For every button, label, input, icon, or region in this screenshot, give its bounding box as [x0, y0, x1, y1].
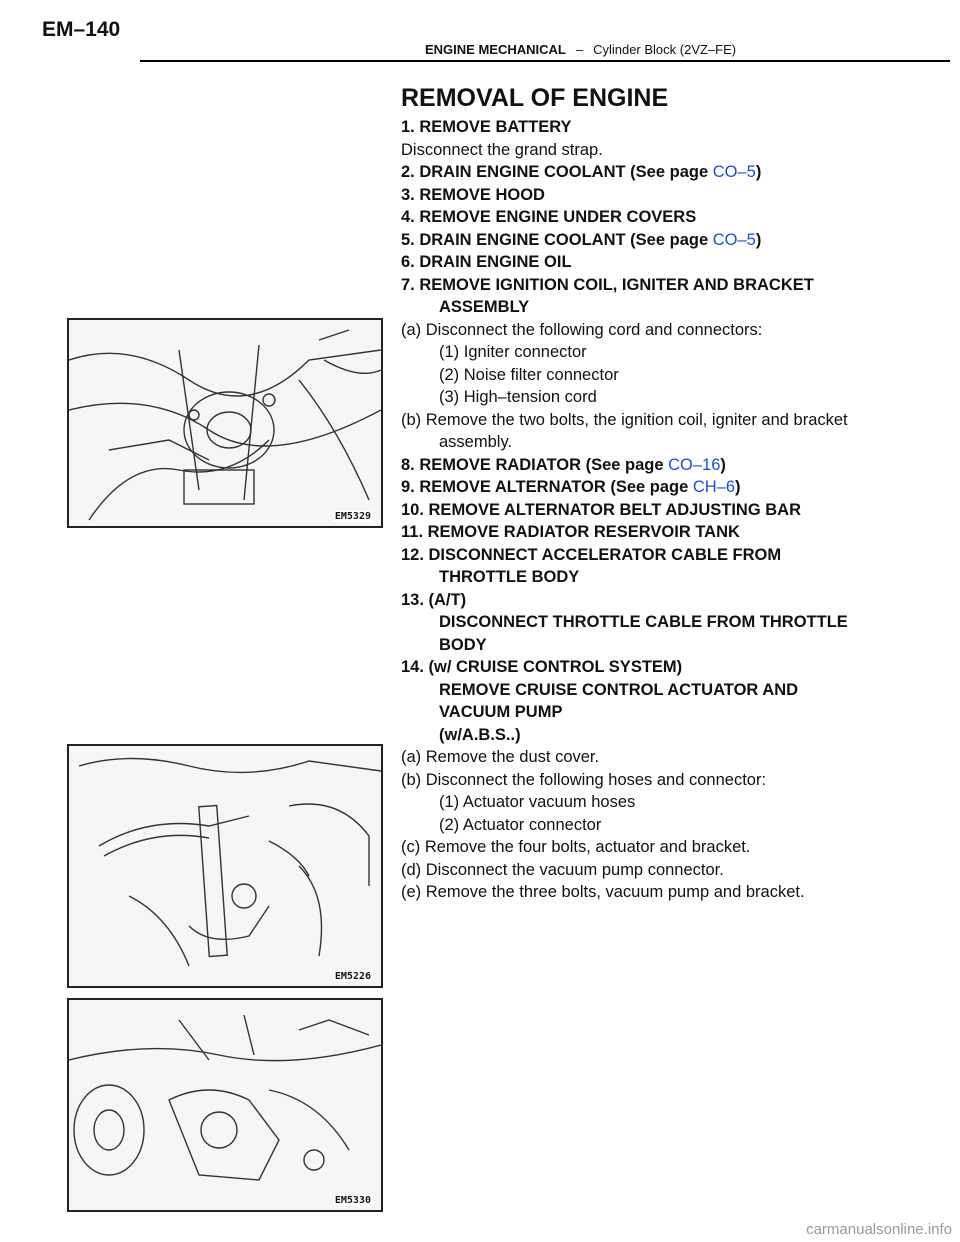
- procedure-line: [401, 656, 941, 679]
- page-reference-link[interactable]: CO–5: [712, 230, 756, 249]
- procedure-line: [401, 769, 941, 792]
- line-text: 9. REMOVE ALTERNATOR (See page: [401, 478, 693, 496]
- figure-label: EM5226: [334, 971, 371, 982]
- figure-ignition-coil: [67, 318, 383, 528]
- procedure-text: [401, 116, 941, 904]
- line-text: THROTTLE BODY: [439, 568, 580, 586]
- page-reference-link[interactable]: CO–5: [712, 163, 756, 181]
- line-text: 13. (A/T): [401, 590, 467, 609]
- header-subsection: Cylinder Block (2VZ–FE): [593, 42, 737, 57]
- procedure-line: [401, 634, 941, 657]
- engine-bay-illustration: [69, 320, 381, 526]
- line-text: REMOVE CRUISE CONTROL ACTUATOR AND: [439, 680, 799, 699]
- procedure-line: [401, 139, 941, 162]
- line-text: 12. DISCONNECT ACCELERATOR CABLE FROM: [401, 545, 782, 564]
- procedure-line: [401, 701, 941, 724]
- line-text: Disconnect the grand strap.: [401, 140, 603, 159]
- figure-label: EM5329: [334, 511, 371, 522]
- line-text: (2) Noise filter connector: [439, 365, 619, 384]
- line-text: (b) Remove the two bolts, the ignition coil, igniter and bracket: [401, 410, 848, 429]
- procedure-line: [401, 791, 941, 814]
- line-text: (1) Igniter connector: [439, 343, 587, 361]
- procedure-line: [401, 364, 941, 387]
- line-text: 4. REMOVE ENGINE UNDER COVERS: [401, 208, 697, 226]
- line-text: (b) Disconnect the following hoses and connector:: [401, 770, 767, 789]
- watermark: carmanualsonline.info: [806, 1221, 952, 1238]
- line-text-close: ): [735, 478, 741, 496]
- line-text: (2) Actuator connector: [439, 815, 602, 834]
- line-text: assembly.: [439, 433, 513, 451]
- header-section: ENGINE MECHANICAL: [425, 42, 566, 57]
- procedure-line: [401, 251, 941, 274]
- actuator-illustration: [69, 746, 381, 986]
- line-text: (a) Disconnect the following cord and connectors:: [401, 320, 763, 339]
- procedure-line: [401, 409, 941, 432]
- procedure-line: [401, 229, 941, 252]
- procedure-line: [401, 161, 941, 184]
- figure-vacuum-pump: [67, 998, 383, 1212]
- page-reference-link[interactable]: CH–6: [692, 478, 736, 496]
- procedure-line: [401, 206, 941, 229]
- procedure-line: [401, 881, 941, 904]
- procedure-line: [401, 476, 941, 499]
- line-text: (e) Remove the three bolts, vacuum pump and bracket.: [401, 883, 805, 901]
- line-text: 1. REMOVE BATTERY: [401, 118, 572, 136]
- line-text: 2. DRAIN ENGINE COOLANT (See page: [401, 163, 713, 181]
- procedure-line: [401, 499, 941, 522]
- procedure-line: [401, 521, 941, 544]
- line-text: 3. REMOVE HOOD: [401, 185, 545, 204]
- line-text: 6. DRAIN ENGINE OIL: [401, 253, 572, 271]
- line-text: (d) Disconnect the vacuum pump connector.: [401, 860, 724, 879]
- line-text: BODY: [439, 635, 487, 654]
- figure-cruise-actuator: [67, 744, 383, 988]
- procedure-line: [401, 296, 941, 319]
- header-caption: [425, 42, 736, 57]
- line-text: 11. REMOVE RADIATOR RESERVOIR TANK: [401, 523, 740, 541]
- line-text: (a) Remove the dust cover.: [401, 748, 600, 766]
- page-reference-link[interactable]: CO–16: [668, 455, 721, 474]
- procedure-line: [401, 589, 941, 612]
- line-text: 10. REMOVE ALTERNATOR BELT ADJUSTING BAR: [401, 500, 801, 519]
- procedure-line: [401, 611, 941, 634]
- procedure-line: [401, 341, 941, 364]
- line-text: (w/A.B.S..): [439, 725, 521, 744]
- line-text: 14. (w/ CRUISE CONTROL SYSTEM): [401, 658, 683, 676]
- section-title: REMOVAL OF ENGINE: [401, 84, 669, 112]
- line-text: (1) Actuator vacuum hoses: [439, 793, 636, 811]
- procedure-line: [401, 184, 941, 207]
- procedure-line: [401, 116, 941, 139]
- line-text-close: ): [720, 455, 726, 474]
- vacuum-pump-illustration: [69, 1000, 381, 1210]
- line-text: 5. DRAIN ENGINE COOLANT (See page: [401, 230, 713, 249]
- line-text: 8. REMOVE RADIATOR (See page: [401, 455, 669, 474]
- line-text: VACUUM PUMP: [439, 703, 563, 721]
- procedure-line: [401, 274, 941, 297]
- header-rule: [140, 60, 950, 62]
- header-separator: –: [575, 42, 584, 57]
- procedure-line: [401, 814, 941, 837]
- line-text-close: ): [755, 230, 762, 249]
- line-text: DISCONNECT THROTTLE CABLE FROM THROTTLE: [439, 613, 848, 631]
- line-text: 7. REMOVE IGNITION COIL, IGNITER AND BRACKET: [401, 275, 814, 294]
- procedure-line: [401, 566, 941, 589]
- figure-label: EM5330: [334, 1195, 371, 1206]
- line-text-close: ): [755, 163, 762, 181]
- procedure-line: [401, 679, 941, 702]
- procedure-line: [401, 319, 941, 342]
- procedure-line: [401, 746, 941, 769]
- procedure-line: [401, 836, 941, 859]
- procedure-line: [401, 431, 941, 454]
- line-text: ASSEMBLY: [439, 298, 530, 316]
- procedure-line: [401, 544, 941, 567]
- procedure-line: [401, 454, 941, 477]
- procedure-line: [401, 724, 941, 747]
- line-text: (3) High–tension cord: [439, 388, 597, 406]
- page-number: EM–140: [42, 18, 121, 41]
- procedure-line: [401, 859, 941, 882]
- line-text: (c) Remove the four bolts, actuator and bracket.: [401, 838, 751, 856]
- procedure-line: [401, 386, 941, 409]
